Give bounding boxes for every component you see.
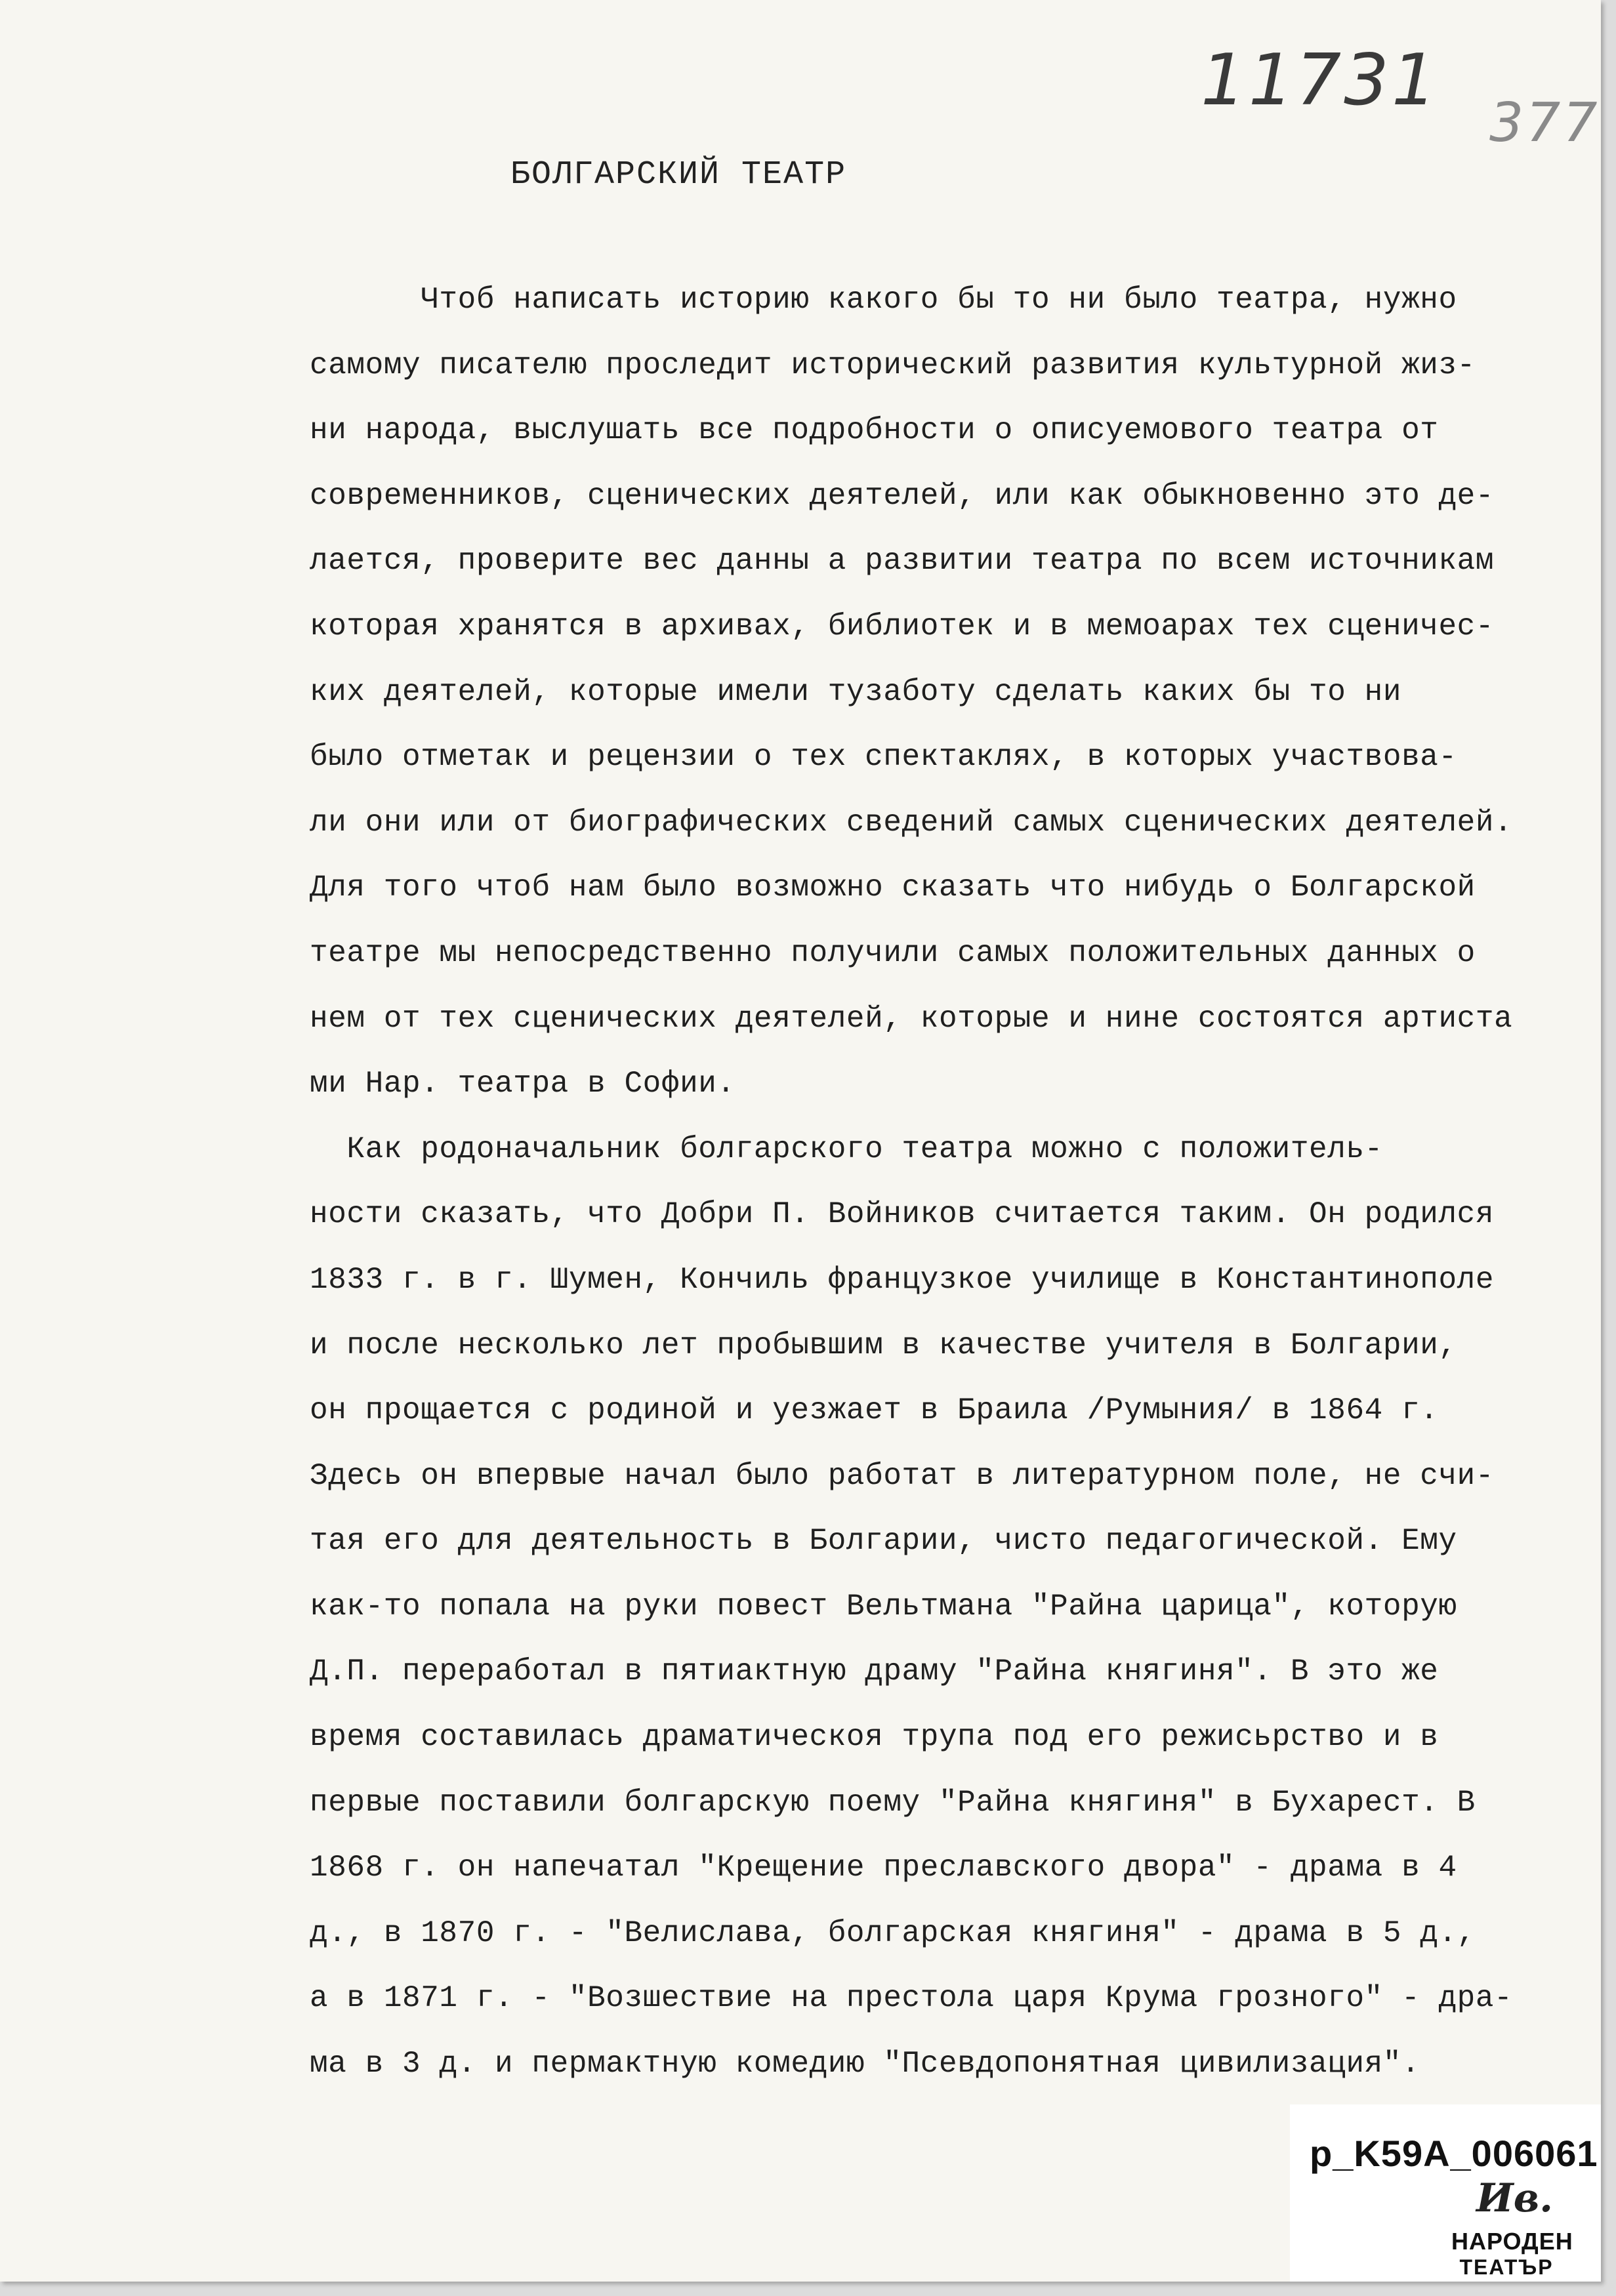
text-line: д., в 1870 г. - "Велислава, болгарская княгиня" - драма в 5 д., [310, 1916, 1476, 1950]
text-line: Чтоб написать историю какого бы то ни было театра, нужно [310, 283, 1457, 317]
text-line: Д.П. переработал в пятиактную драму "Райна княгиня". В это же [310, 1654, 1439, 1689]
text-line: ни народа, выслушать все подробности о описуемового театра от [310, 413, 1439, 448]
text-line: ма в 3 д. и пермактную комедию "Псевдопонятная цивилизация". [310, 2047, 1420, 2081]
text-line: первые поставили болгарскую поему "Райна княгиня" в Бухарест. В [310, 1785, 1476, 1820]
document-title: БОЛГАРСКИЙ ТЕАТР [510, 156, 847, 194]
logo-text-line2: ТЕАТЪР [1459, 2255, 1554, 2279]
text-line: а в 1871 г. - "Возшествие на престола царя Крума грозного" - дра- [310, 1981, 1513, 2016]
text-line: нем от тех сценических деятелей, которые и нине состоятся артиста [310, 1001, 1513, 1036]
text-line: ми Нар. театра в Софии. [310, 1067, 735, 1101]
text-line: Для того чтоб нам было возможно сказать что нибудь о Болгарской [310, 871, 1476, 905]
archive-stamp [1290, 2104, 1601, 2282]
text-line: театре мы непосредственно получили самых положительных данных о [310, 935, 1476, 970]
text-line: Здесь он впервые начал было работат в литературном поле, не счи- [310, 1458, 1495, 1493]
text-line: и после несколько лет пробывшим в качестве учителя в Болгарии, [310, 1328, 1457, 1363]
national-theatre-logo [1451, 2175, 1573, 2282]
text-line: время составилась драматическоя трупа под его режисьрство и в [310, 1720, 1439, 1755]
text-line: тая его для деятельность в Болгарии, чисто педагогической. Ему [310, 1524, 1457, 1559]
typed-body-text [310, 268, 1601, 2097]
text-line: ких деятелей, которые имели тузаботу сделать каких бы то ни [310, 674, 1402, 709]
text-line: как-то попала на руки повест Вельтмана "Райна царица", которую [310, 1589, 1457, 1624]
text-line: 1868 г. он напечатал "Крещение преславского двора" - драма в 4 [310, 1851, 1457, 1885]
text-line: ности сказать, что Добри П. Войников считается таким. Он родился [310, 1197, 1495, 1232]
text-line: 1833 г. в г. Шумен, Кончиль французкое училище в Константинополе [310, 1262, 1495, 1297]
page-number-handwritten: 377 [1489, 92, 1600, 154]
text-line: ли они или от биографических сведений самых сценических деятелей. [310, 805, 1513, 840]
text-line: современников, сценических деятелей, или как обыкновенно это де- [310, 478, 1495, 513]
logo-signature: Ив. [1476, 2175, 1553, 2221]
archive-code: p_K59A_006061 [1310, 2133, 1598, 2174]
text-line: он прощается с родиной и уезжает в Браила /Румыния/ в 1864 г. [310, 1393, 1439, 1428]
text-line: Как родоначальник болгарского театра можно с положитель- [310, 1132, 1383, 1166]
archive-number-handwritten: 11731 [1201, 39, 1440, 121]
text-line: было отметак и рецензии о тех спектаклях, в которых участвова- [310, 740, 1457, 775]
text-line: которая хранятся в архивах, библиотек и в мемоарах тех сценичес- [310, 609, 1495, 644]
text-line: лается, проверите вес данны а развитии театра по всем источникам [310, 544, 1495, 579]
text-line: самому писателю проследит исторический развития культурной жиз- [310, 348, 1476, 382]
logo-text-line1: НАРОДЕН [1451, 2228, 1573, 2255]
